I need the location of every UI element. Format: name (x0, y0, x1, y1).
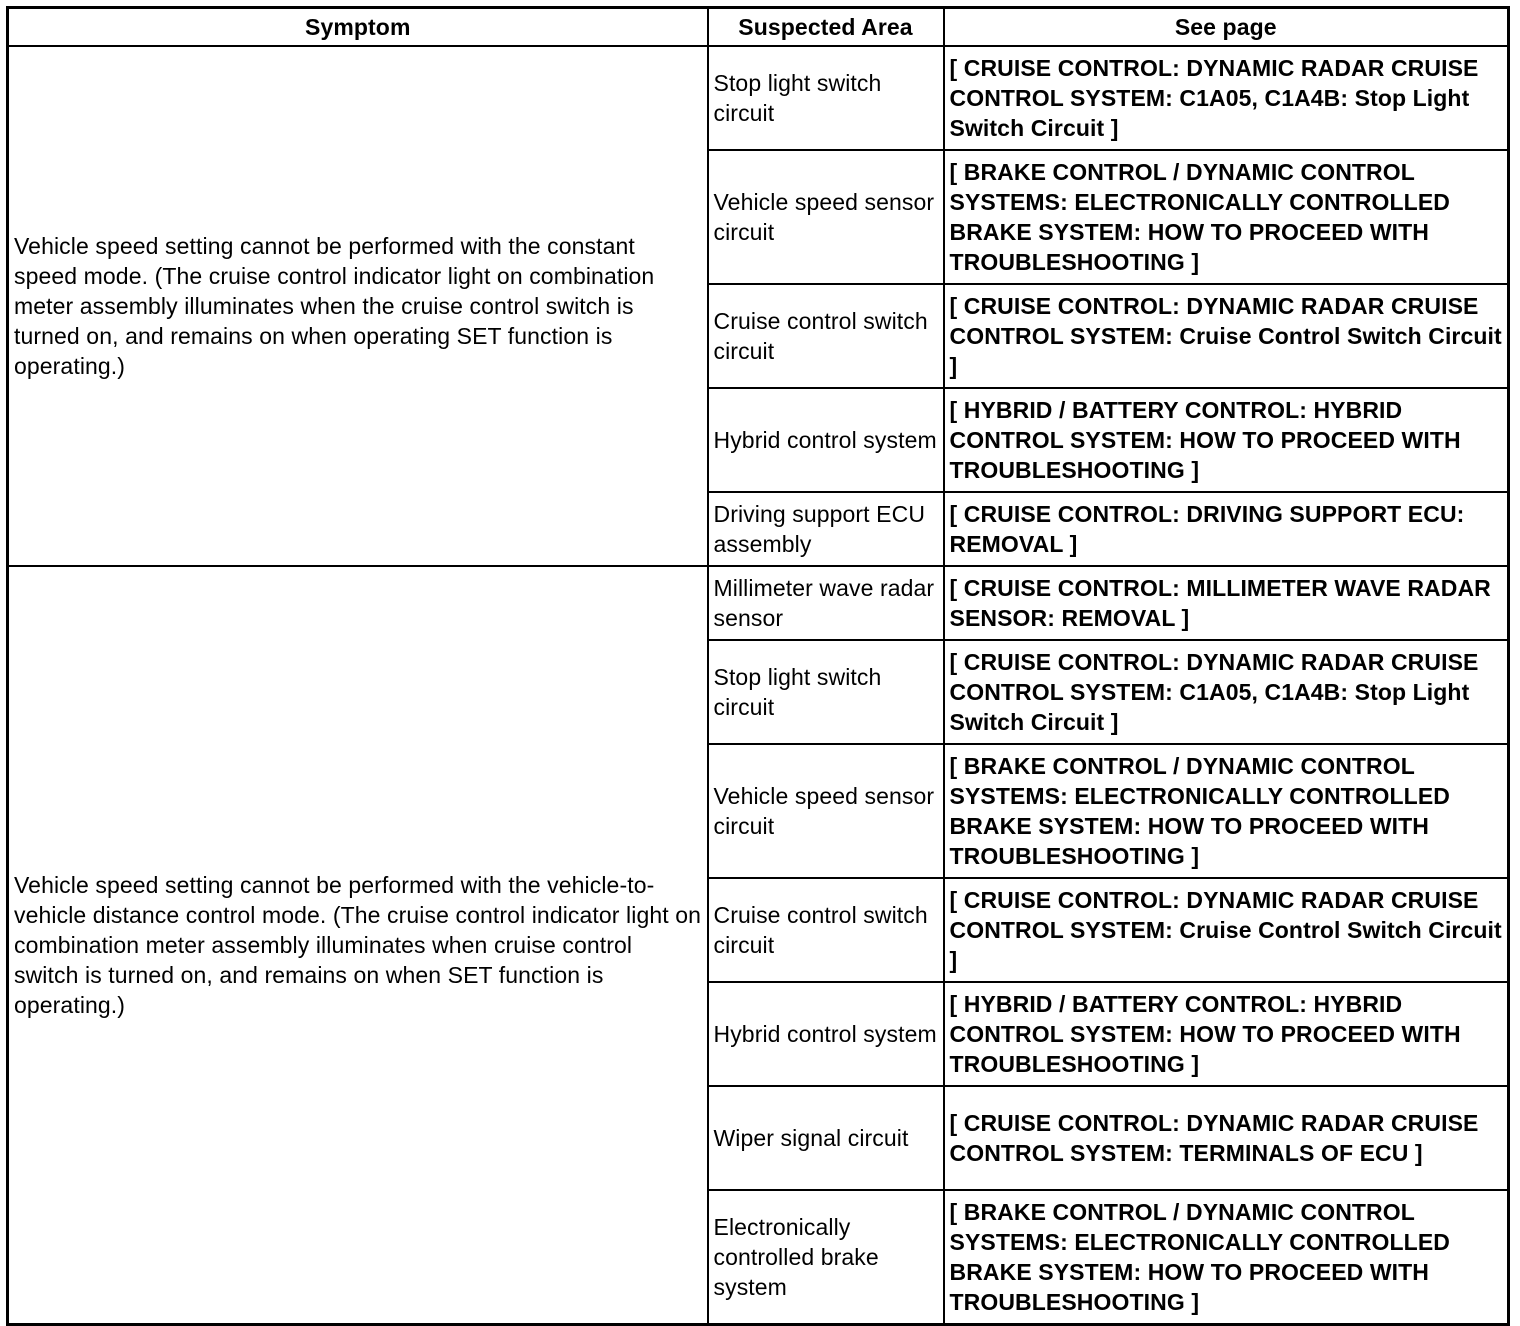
header-suspected-area: Suspected Area (708, 8, 944, 47)
see-page-cell: [ BRAKE CONTROL / DYNAMIC CONTROL SYSTEMS: ELECTRONICALLY CONTROLLED BRAKE SYSTEM: HOW TO PROCEED WITH TROUBLESHOOTING ] (944, 1190, 1509, 1325)
suspected-area-cell: Millimeter wave radar sensor (708, 566, 944, 640)
suspected-area-cell: Electronically controlled brake system (708, 1190, 944, 1325)
suspected-area-cell: Cruise control switch circuit (708, 878, 944, 982)
suspected-area-cell: Vehicle speed sensor circuit (708, 744, 944, 878)
see-page-cell: [ CRUISE CONTROL: DYNAMIC RADAR CRUISE CONTROL SYSTEM: Cruise Control Switch Circuit ] (944, 878, 1509, 982)
suspected-area-cell: Stop light switch circuit (708, 46, 944, 150)
symptom-cell: Vehicle speed setting cannot be performed with the constant speed mode. (The cruise control indicator light on combination meter assembly illuminates when the cruise control switch is turned on, and remains on when operating SET function is operating.) (8, 46, 708, 566)
suspected-area-cell: Wiper signal circuit (708, 1086, 944, 1190)
see-page-cell: [ CRUISE CONTROL: DYNAMIC RADAR CRUISE CONTROL SYSTEM: Cruise Control Switch Circuit ] (944, 284, 1509, 388)
see-page-cell: [ BRAKE CONTROL / DYNAMIC CONTROL SYSTEMS: ELECTRONICALLY CONTROLLED BRAKE SYSTEM: HOW TO PROCEED WITH TROUBLESHOOTING ] (944, 744, 1509, 878)
see-page-cell: [ BRAKE CONTROL / DYNAMIC CONTROL SYSTEMS: ELECTRONICALLY CONTROLLED BRAKE SYSTEM: HOW TO PROCEED WITH TROUBLESHOOTING ] (944, 150, 1509, 284)
header-symptom: Symptom (8, 8, 708, 47)
see-page-cell: [ CRUISE CONTROL: DYNAMIC RADAR CRUISE CONTROL SYSTEM: TERMINALS OF ECU ] (944, 1086, 1509, 1190)
suspected-area-cell: Hybrid control system (708, 982, 944, 1086)
see-page-cell: [ CRUISE CONTROL: DRIVING SUPPORT ECU: REMOVAL ] (944, 492, 1509, 566)
suspected-area-cell: Driving support ECU assembly (708, 492, 944, 566)
troubleshooting-table (6, 6, 1510, 1326)
suspected-area-cell: Stop light switch circuit (708, 640, 944, 744)
see-page-cell: [ HYBRID / BATTERY CONTROL: HYBRID CONTROL SYSTEM: HOW TO PROCEED WITH TROUBLESHOOTING ] (944, 388, 1509, 492)
table-row (8, 566, 1509, 640)
see-page-cell: [ CRUISE CONTROL: DYNAMIC RADAR CRUISE CONTROL SYSTEM: C1A05, C1A4B: Stop Light Switch Circuit ] (944, 640, 1509, 744)
header-see-page: See page (944, 8, 1509, 47)
see-page-cell: [ CRUISE CONTROL: DYNAMIC RADAR CRUISE CONTROL SYSTEM: C1A05, C1A4B: Stop Light Switch Circuit ] (944, 46, 1509, 150)
suspected-area-cell: Hybrid control system (708, 388, 944, 492)
symptom-cell: Vehicle speed setting cannot be performed with the vehicle-to-vehicle distance control mode. (The cruise control indicator light on combination meter assembly illuminates when cruise control switch is turned on, and remains on when SET function is operating.) (8, 566, 708, 1325)
suspected-area-cell: Cruise control switch circuit (708, 284, 944, 388)
see-page-cell: [ CRUISE CONTROL: MILLIMETER WAVE RADAR SENSOR: REMOVAL ] (944, 566, 1509, 640)
table-row (8, 46, 1509, 150)
header-row (8, 8, 1509, 47)
see-page-cell: [ HYBRID / BATTERY CONTROL: HYBRID CONTROL SYSTEM: HOW TO PROCEED WITH TROUBLESHOOTING ] (944, 982, 1509, 1086)
suspected-area-cell: Vehicle speed sensor circuit (708, 150, 944, 284)
